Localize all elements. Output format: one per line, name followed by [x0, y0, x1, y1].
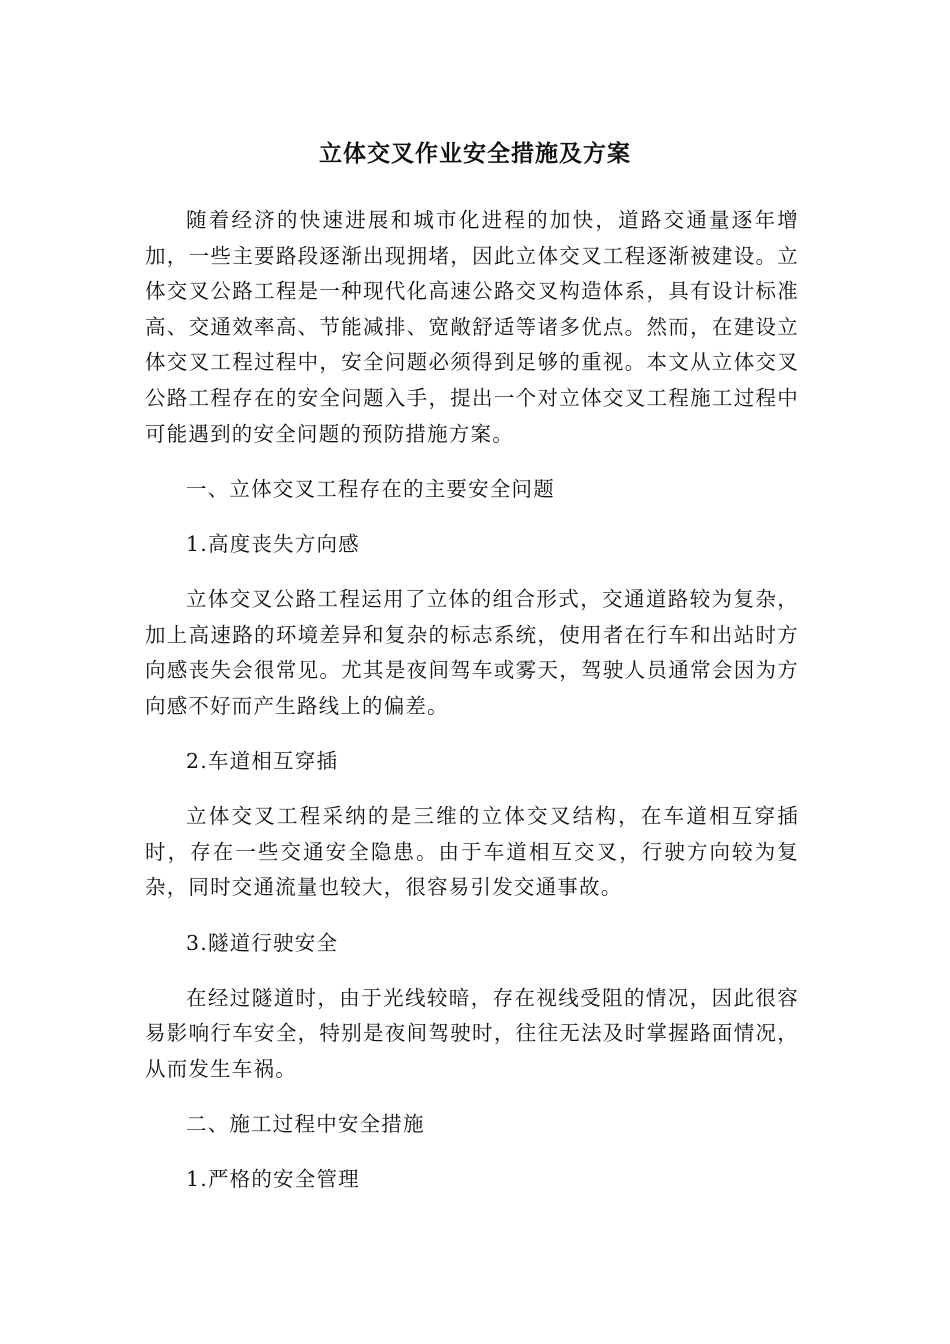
- section-heading-2: 二、施工过程中安全措施: [186, 1112, 425, 1137]
- paragraph-1-3: 在经过隧道时，由于光线较暗，存在视线受阻的情况，因此很容易影响行车安全，特别是夜间驾驶时，往往无法及时掌握路面情况，从而发生车祸。: [145, 985, 799, 1082]
- paragraph-intro: 随着经济的快速进展和城市化进程的加快，道路交通量逐年增加，一些主要路段逐渐出现拥堵，因此立体交叉工程逐渐被建设。立体交叉公路工程是一种现代化高速公路交叉构造体系，具有设计标准高、交通效率高、节能减排、宽敞舒适等诸多优点。然而，在建设立体交叉工程过程中，安全问题必须得到足够的重视。本文从立体交叉公路工程存在的安全问题入手，提出一个对立体交叉工程施工过程中可能遇到的安全问题的预防措施方案。: [145, 208, 799, 446]
- section-heading-1: 一、立体交叉工程存在的主要安全问题: [186, 476, 555, 501]
- paragraph-1-2: 立体交叉工程采纳的是三维的立体交叉结构，在车道相互穿插时，存在一些交通安全隐患。由于车道相互交叉，行驶方向较为复杂，同时交通流量也较大，很容易引发交通事故。: [145, 804, 799, 900]
- document-body: [145, 203, 799, 1218]
- paragraph-1-1: 立体交叉公路工程运用了立体的组合形式，交通道路较为复杂，加上高速路的环境差异和复杂的标志系统，使用者在行车和出站时方向感丧失会很常见。尤其是夜间驾车或雾天，驾驶人员通常会因为方向感不好而产生路线上的偏差。: [145, 587, 799, 718]
- subsection-heading-1-1: 1.高度丧失方向感: [186, 531, 360, 556]
- subsection-heading-1-2: 2.车道相互穿插: [186, 749, 339, 774]
- subsection-heading-2-1: 1.严格的安全管理: [186, 1167, 360, 1192]
- document-title: 立体交叉作业安全措施及方案: [319, 141, 631, 167]
- subsection-heading-1-3: 3.隧道行驶安全: [186, 930, 339, 955]
